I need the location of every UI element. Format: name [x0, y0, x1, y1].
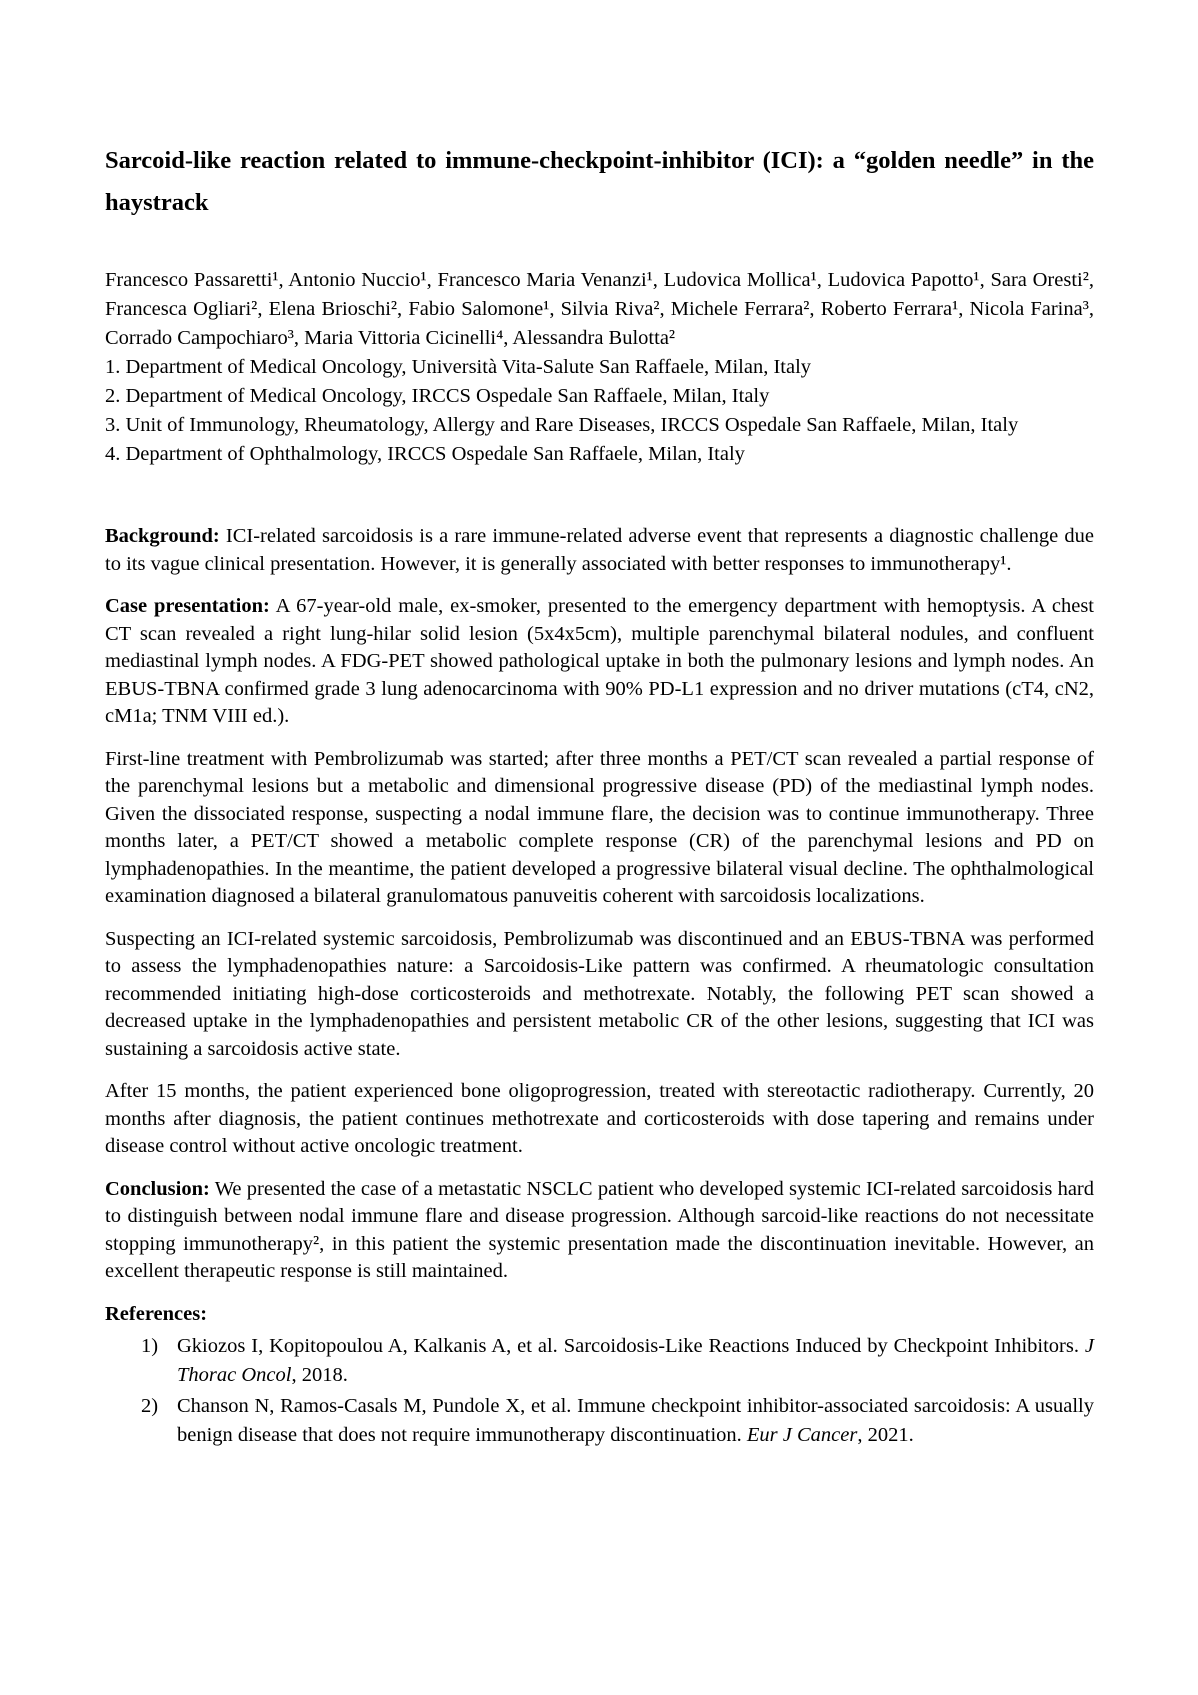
reference-item-1	[105, 1332, 1094, 1390]
reference-2-journal: Eur J Cancer	[746, 1424, 858, 1446]
paragraph-conclusion	[105, 1176, 1094, 1286]
reference-1-text	[177, 1332, 1094, 1390]
conclusion-text: We presented the case of a metastatic NSCLC patient who developed systemic ICI-related sarcoidosis hard to distinguish between nodal immune flare and disease progression. Although sarcoid-like reactions do not necessitate stopping immunotherapy², in this patient the systemic presentation made the discontinuation inevitable. However, an excellent therapeutic response is still maintained.	[105, 1177, 1094, 1282]
suspecting-sarcoidosis-text: Suspecting an ICI-related systemic sarcoidosis, Pembrolizumab was discontinued and an EBUS-TBNA was performed to assess the lymphadenopathies nature: a Sarcoidosis-Like pattern was confirmed. A rheumatologic consultation recommended initiating high-dose corticosteroids and methotrexate. Notably, the following PET scan showed a decreased uptake in the lymphadenopathies and persistent metabolic CR of the other lesions, suggesting that ICI was sustaining a sarcoidosis active state.	[105, 927, 1094, 1060]
conclusion-label: Conclusion:	[105, 1177, 210, 1200]
reference-2-year: , 2021.	[857, 1424, 914, 1446]
affiliation-4: 4. Department of Ophthalmology, IRCCS Ospedale San Raffaele, Milan, Italy	[105, 443, 745, 465]
paragraph-suspecting-sarcoidosis	[105, 926, 1094, 1064]
paragraph-background	[105, 523, 1094, 578]
reference-2-number: 2)	[141, 1395, 159, 1417]
affiliation-1: 1. Department of Medical Oncology, Università Vita-Salute San Raffaele, Milan, Italy	[105, 356, 812, 378]
paragraph-follow-up	[105, 1078, 1094, 1161]
follow-up-text: After 15 months, the patient experienced bone oligoprogression, treated with stereotactic radiotherapy. Currently, 20 months after diagnosis, the patient continues methotrexate and corticosteroids with dose tapering and remains under disease control without active oncologic treatment.	[105, 1080, 1094, 1157]
reference-list	[105, 1332, 1094, 1450]
page-title: Sarcoid-like reaction related to immune-checkpoint-inhibitor (ICI): a “golden needle” in the haystrack	[105, 147, 1094, 216]
background-text: ICI-related sarcoidosis is a rare immune-related adverse event that represents a diagnostic challenge due to its vague clinical presentation. However, it is generally associated with better responses to immunotherapy¹.	[105, 525, 1094, 575]
case-presentation-label: Case presentation:	[105, 595, 270, 617]
author-list: Francesco Passaretti¹, Antonio Nuccio¹, Francesco Maria Venanzi¹, Ludovica Mollica¹, Ludovica Papotto¹, Sara Oresti², Francesca Ogliari², Elena Brioschi², Fabio Salomone¹, Silvia Riva², Michele Ferrara², Roberto Ferrara¹, Nicola Farina³, Corrado Campochiaro³, Maria Vittoria Cicinelli⁴, Alessandra Bulotta²	[105, 269, 1094, 349]
affiliation-3: 3. Unit of Immunology, Rheumatology, Allergy and Rare Diseases, IRCCS Ospedale San Raffaele, Milan, Italy	[105, 414, 1019, 436]
reference-2-citation: Chanson N, Ramos-Casals M, Pundole X, et al. Immune checkpoint inhibitor-associated sarcoidosis: A usually benign disease that does not require immunotherapy discontinuation.	[177, 1395, 1094, 1446]
paragraph-case-presentation	[105, 593, 1094, 731]
reference-item-2	[105, 1392, 1094, 1450]
reference-2-text	[177, 1392, 1094, 1450]
reference-1-citation: Gkiozos I, Kopitopoulou A, Kalkanis A, et al. Sarcoidosis-Like Reactions Induced by Checkpoint Inhibitors.	[177, 1335, 1085, 1357]
reference-1-number: 1)	[141, 1335, 159, 1357]
affiliation-2: 2. Department of Medical Oncology, IRCCS Ospedale San Raffaele, Milan, Italy	[105, 385, 770, 407]
affiliation-list	[105, 353, 1094, 469]
paragraph-first-line-treatment	[105, 746, 1094, 911]
background-label: Background:	[105, 525, 220, 547]
references-heading: References:	[105, 1302, 208, 1325]
reference-1-year: , 2018.	[291, 1364, 348, 1386]
first-line-treatment-text: First-line treatment with Pembrolizumab was started; after three months a PET/CT scan revealed a partial response of the parenchymal lesions but a metabolic and dimensional progressive disease (PD) of the mediastinal lymph nodes. Given the dissociated response, suspecting a nodal immune flare, the decision was to continue immunotherapy. Three months later, a PET/CT showed a metabolic complete response (CR) of the parenchymal lesions and PD on lymphadenopathies. In the meantime, the patient developed a progressive bilateral visual decline. The ophthalmological examination diagnosed a bilateral granulomatous panuveitis coherent with sarcoidosis localizations.	[105, 747, 1094, 907]
abstract-body	[105, 523, 1094, 1450]
reference-1-journal: J Thorac Oncol	[177, 1335, 1094, 1386]
case-presentation-text: A 67-year-old male, ex-smoker, presented to the emergency department with hemoptysis. A chest CT scan revealed a right lung-hilar solid lesion (5x4x5cm), multiple parenchymal bilateral nodules, and confluent mediastinal lymph nodes. A FDG-PET showed pathological uptake in both the pulmonary lesions and lymph nodes. An EBUS-TBNA confirmed grade 3 lung adenocarcinoma with 90% PD-L1 expression and no driver mutations (cT4, cN2, cM1a; TNM VIII ed.).	[105, 595, 1095, 727]
